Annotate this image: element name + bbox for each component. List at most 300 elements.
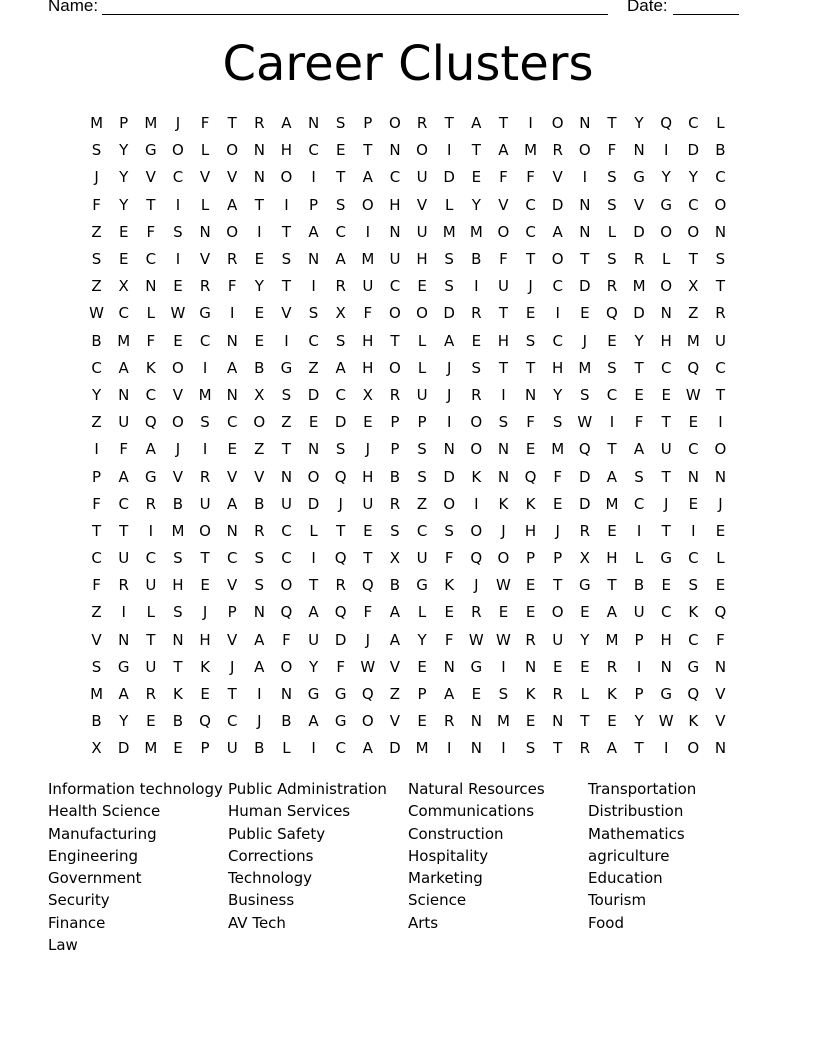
grid-letter[interactable]: Q	[687, 358, 700, 377]
grid-letter[interactable]: A	[118, 685, 129, 704]
grid-letter[interactable]: U	[118, 413, 130, 432]
grid-letter[interactable]: T	[119, 521, 129, 540]
grid-letter[interactable]: M	[496, 712, 510, 731]
grid-letter[interactable]: S	[173, 603, 183, 622]
grid-letter[interactable]: W	[468, 630, 484, 649]
grid-letter[interactable]: C	[118, 494, 129, 513]
grid-letter[interactable]: S	[91, 250, 102, 269]
grid-letter[interactable]: U	[362, 277, 374, 296]
grid-letter[interactable]: S	[498, 413, 509, 432]
grid-letter[interactable]: N	[307, 440, 320, 459]
grid-letter[interactable]: C	[688, 114, 699, 133]
grid-letter[interactable]: Z	[91, 413, 102, 432]
grid-letter[interactable]: N	[307, 114, 320, 133]
grid-letter[interactable]: M	[605, 494, 619, 513]
grid-letter[interactable]: D	[633, 222, 645, 241]
grid-letter[interactable]: N	[714, 657, 727, 676]
grid-letter[interactable]: S	[417, 440, 427, 459]
grid-letter[interactable]: D	[389, 739, 401, 758]
grid-letter[interactable]: N	[226, 385, 238, 404]
grid-letter[interactable]: E	[200, 576, 210, 595]
grid-letter[interactable]: O	[172, 141, 184, 160]
grid-letter[interactable]: Z	[416, 494, 428, 513]
grid-letter[interactable]: C	[145, 549, 157, 568]
grid-letter[interactable]: M	[361, 250, 375, 269]
grid-letter[interactable]: V	[172, 467, 184, 486]
grid-letter[interactable]: T	[607, 576, 617, 595]
grid-letter[interactable]: H	[660, 331, 672, 350]
grid-letter[interactable]: I	[636, 521, 642, 540]
grid-letter[interactable]: Z	[91, 277, 102, 296]
grid-letter[interactable]: O	[389, 304, 401, 323]
grid-letter[interactable]: I	[474, 494, 479, 513]
grid-letter[interactable]: I	[121, 603, 126, 622]
grid-letter[interactable]: B	[389, 576, 401, 595]
grid-letter[interactable]: H	[172, 576, 184, 595]
grid-letter[interactable]: K	[688, 712, 699, 731]
grid-letter[interactable]: I	[257, 685, 262, 704]
grid-letter[interactable]: E	[607, 521, 617, 540]
grid-letter[interactable]: W	[496, 576, 511, 595]
grid-letter[interactable]: G	[307, 685, 320, 704]
grid-letter[interactable]: S	[498, 685, 509, 704]
grid-letter[interactable]: V	[498, 195, 509, 214]
grid-letter[interactable]: A	[471, 114, 482, 133]
grid-letter[interactable]: T	[580, 712, 590, 731]
grid-letter[interactable]: O	[253, 413, 266, 432]
grid-letter[interactable]: R	[335, 576, 346, 595]
grid-letter[interactable]: S	[607, 358, 617, 377]
grid-letter[interactable]: E	[634, 385, 644, 404]
grid-letter[interactable]: E	[525, 576, 536, 595]
grid-letter[interactable]: L	[580, 685, 589, 704]
grid-letter[interactable]: V	[416, 195, 428, 214]
grid-letter[interactable]: P	[200, 739, 210, 758]
grid-letter[interactable]: Y	[119, 712, 129, 731]
grid-letter[interactable]: C	[660, 603, 672, 622]
grid-letter[interactable]: N	[226, 331, 238, 350]
grid-letter[interactable]: E	[552, 657, 563, 676]
grid-letter[interactable]: Q	[361, 685, 374, 704]
grid-letter[interactable]: A	[444, 685, 455, 704]
grid-letter[interactable]: O	[660, 277, 673, 296]
grid-letter[interactable]: O	[416, 304, 428, 323]
grid-letter[interactable]: O	[470, 521, 483, 540]
grid-letter[interactable]: A	[281, 114, 292, 133]
grid-letter[interactable]: U	[389, 250, 401, 269]
grid-letter[interactable]: C	[525, 195, 536, 214]
grid-letter[interactable]: O	[172, 358, 184, 377]
grid-letter[interactable]: M	[551, 440, 565, 459]
grid-letter[interactable]: R	[199, 467, 211, 486]
grid-letter[interactable]: R	[145, 685, 157, 704]
grid-letter[interactable]: T	[308, 576, 319, 595]
grid-letter[interactable]: V	[281, 304, 292, 323]
grid-letter[interactable]: I	[528, 114, 533, 133]
grid-letter[interactable]: E	[580, 603, 590, 622]
grid-letter[interactable]: T	[553, 739, 563, 758]
grid-letter[interactable]: I	[501, 385, 506, 404]
grid-letter[interactable]: T	[281, 440, 292, 459]
grid-letter[interactable]: I	[446, 141, 452, 160]
grid-letter[interactable]: Y	[91, 385, 102, 404]
grid-letter[interactable]: U	[416, 385, 428, 404]
grid-letter[interactable]: M	[198, 385, 212, 404]
grid-letter[interactable]: E	[715, 521, 726, 540]
grid-letter[interactable]: C	[660, 358, 672, 377]
grid-letter[interactable]: C	[308, 141, 319, 160]
grid-letter[interactable]: N	[280, 685, 293, 704]
grid-letter[interactable]: T	[634, 358, 644, 377]
grid-letter[interactable]: W	[685, 385, 701, 404]
grid-letter[interactable]: Q	[280, 603, 293, 622]
grid-letter[interactable]: G	[145, 141, 157, 160]
grid-letter[interactable]: T	[336, 168, 346, 187]
grid-letter[interactable]: E	[254, 331, 265, 350]
grid-letter[interactable]: I	[202, 358, 208, 377]
grid-letter[interactable]: N	[687, 467, 699, 486]
grid-letter[interactable]: O	[714, 195, 727, 214]
grid-letter[interactable]: F	[444, 549, 454, 568]
grid-letter[interactable]: F	[363, 603, 373, 622]
grid-letter[interactable]: E	[118, 222, 129, 241]
grid-letter[interactable]: D	[551, 195, 564, 214]
grid-letter[interactable]: Z	[91, 603, 102, 622]
grid-letter[interactable]: M	[144, 114, 158, 133]
grid-letter[interactable]: M	[144, 739, 158, 758]
grid-letter[interactable]: E	[498, 603, 509, 622]
grid-letter[interactable]: H	[362, 467, 374, 486]
grid-letter[interactable]: L	[716, 549, 725, 568]
grid-letter[interactable]: J	[365, 630, 371, 649]
grid-letter[interactable]: F	[92, 195, 101, 214]
grid-letter[interactable]: S	[552, 413, 563, 432]
grid-letter[interactable]: I	[663, 141, 669, 160]
grid-letter[interactable]: J	[94, 168, 99, 187]
grid-letter[interactable]: U	[308, 630, 320, 649]
grid-letter[interactable]: I	[636, 657, 642, 676]
grid-letter[interactable]: R	[606, 657, 618, 676]
grid-letter[interactable]: T	[390, 331, 400, 350]
grid-letter[interactable]: A	[606, 603, 618, 622]
grid-letter[interactable]: V	[227, 168, 238, 187]
grid-letter[interactable]: T	[363, 141, 373, 160]
grid-letter[interactable]: N	[660, 304, 672, 323]
grid-letter[interactable]: W	[360, 657, 376, 676]
grid-letter[interactable]: G	[660, 685, 672, 704]
grid-letter[interactable]: O	[551, 250, 564, 269]
grid-letter[interactable]: K	[525, 685, 536, 704]
grid-letter[interactable]: I	[365, 222, 371, 241]
grid-letter[interactable]: E	[363, 413, 373, 432]
grid-letter[interactable]: A	[362, 739, 373, 758]
grid-letter[interactable]: O	[687, 222, 700, 241]
grid-letter[interactable]: N	[226, 521, 238, 540]
grid-letter[interactable]: Z	[688, 304, 699, 323]
grid-letter[interactable]: Y	[634, 712, 644, 731]
grid-letter[interactable]: A	[362, 168, 373, 187]
grid-letter[interactable]: V	[227, 467, 238, 486]
grid-letter[interactable]: E	[525, 304, 536, 323]
grid-letter[interactable]: T	[498, 114, 509, 133]
grid-letter[interactable]: G	[199, 304, 211, 323]
grid-letter[interactable]: N	[443, 657, 455, 676]
grid-letter[interactable]: U	[416, 549, 428, 568]
grid-letter[interactable]: O	[578, 141, 591, 160]
grid-letter[interactable]: E	[200, 685, 210, 704]
grid-letter[interactable]: O	[226, 222, 239, 241]
grid-letter[interactable]: A	[254, 630, 265, 649]
grid-letter[interactable]: O	[361, 195, 374, 214]
grid-letter[interactable]: T	[281, 222, 292, 241]
grid-letter[interactable]: E	[661, 385, 671, 404]
grid-letter[interactable]: U	[416, 168, 428, 187]
grid-letter[interactable]: O	[199, 521, 211, 540]
grid-letter[interactable]: F	[634, 413, 644, 432]
grid-letter[interactable]: T	[200, 549, 210, 568]
grid-letter[interactable]: C	[335, 385, 346, 404]
grid-letter[interactable]: N	[714, 222, 727, 241]
grid-letter[interactable]: E	[417, 277, 427, 296]
grid-letter[interactable]: S	[254, 576, 265, 595]
grid-letter[interactable]: I	[311, 739, 316, 758]
grid-letter[interactable]: Y	[661, 168, 671, 187]
grid-letter[interactable]: P	[634, 685, 644, 704]
grid-letter[interactable]: A	[308, 603, 319, 622]
grid-letter[interactable]: C	[389, 168, 401, 187]
grid-letter[interactable]: O	[687, 739, 700, 758]
grid-letter[interactable]: A	[227, 358, 238, 377]
grid-letter[interactable]: R	[633, 250, 645, 269]
grid-letter[interactable]: N	[280, 467, 293, 486]
grid-letter[interactable]: I	[202, 440, 208, 459]
grid-letter[interactable]: Q	[606, 304, 618, 323]
grid-letter[interactable]: Z	[281, 413, 292, 432]
grid-letter[interactable]: Y	[471, 195, 481, 214]
grid-letter[interactable]: X	[254, 385, 265, 404]
grid-letter[interactable]: R	[389, 385, 401, 404]
grid-letter[interactable]: U	[118, 549, 130, 568]
grid-letter[interactable]: V	[633, 195, 645, 214]
grid-letter[interactable]: O	[714, 440, 727, 459]
grid-letter[interactable]: S	[444, 250, 454, 269]
grid-letter[interactable]: P	[553, 549, 563, 568]
grid-letter[interactable]: E	[417, 657, 427, 676]
grid-letter[interactable]: T	[336, 521, 346, 540]
grid-letter[interactable]: O	[280, 657, 293, 676]
grid-letter[interactable]: X	[362, 385, 373, 404]
grid-letter[interactable]: Y	[417, 630, 427, 649]
grid-letter[interactable]: H	[552, 358, 564, 377]
grid-letter[interactable]: R	[471, 304, 482, 323]
grid-letter[interactable]: G	[579, 576, 591, 595]
grid-letter[interactable]: M	[90, 685, 104, 704]
grid-letter[interactable]: A	[308, 222, 319, 241]
grid-letter[interactable]: C	[688, 630, 699, 649]
grid-letter[interactable]: E	[715, 576, 726, 595]
grid-letter[interactable]: S	[335, 114, 346, 133]
grid-letter[interactable]: F	[716, 630, 725, 649]
grid-letter[interactable]: Y	[119, 141, 129, 160]
grid-letter[interactable]: J	[582, 331, 588, 350]
grid-letter[interactable]: H	[280, 141, 293, 160]
grid-letter[interactable]: I	[446, 739, 452, 758]
grid-letter[interactable]: V	[254, 467, 265, 486]
grid-letter[interactable]: E	[118, 250, 129, 269]
grid-letter[interactable]: Y	[119, 195, 129, 214]
grid-letter[interactable]: T	[525, 250, 536, 269]
grid-letter[interactable]: L	[146, 603, 155, 622]
grid-letter[interactable]: R	[471, 385, 482, 404]
grid-letter[interactable]: E	[254, 250, 265, 269]
grid-letter[interactable]: M	[117, 331, 131, 350]
grid-letter[interactable]: Y	[308, 657, 319, 676]
grid-letter[interactable]: I	[175, 195, 181, 214]
grid-letter[interactable]: G	[470, 657, 483, 676]
grid-letter[interactable]: K	[173, 685, 183, 704]
grid-letter[interactable]: D	[633, 304, 645, 323]
grid-letter[interactable]: G	[660, 549, 672, 568]
grid-letter[interactable]: Z	[308, 358, 319, 377]
grid-letter[interactable]: J	[365, 440, 371, 459]
grid-letter[interactable]: Q	[334, 549, 347, 568]
grid-letter[interactable]: L	[282, 739, 291, 758]
grid-letter[interactable]: T	[661, 413, 671, 432]
grid-letter[interactable]: F	[92, 494, 101, 513]
grid-letter[interactable]: N	[118, 385, 130, 404]
grid-letter[interactable]: T	[471, 141, 481, 160]
grid-letter[interactable]: M	[442, 222, 456, 241]
grid-letter[interactable]: N	[172, 630, 184, 649]
grid-letter[interactable]: R	[715, 304, 726, 323]
grid-letter[interactable]: N	[389, 222, 401, 241]
grid-letter[interactable]: N	[145, 277, 157, 296]
grid-letter[interactable]: O	[497, 549, 510, 568]
grid-letter[interactable]: D	[579, 467, 591, 486]
grid-letter[interactable]: I	[718, 413, 723, 432]
grid-letter[interactable]: F	[553, 467, 562, 486]
grid-letter[interactable]: O	[497, 222, 510, 241]
grid-letter[interactable]: L	[417, 603, 427, 622]
grid-letter[interactable]: G	[145, 467, 157, 486]
grid-letter[interactable]: N	[524, 657, 537, 676]
grid-letter[interactable]: N	[579, 114, 591, 133]
grid-letter[interactable]: N	[443, 440, 455, 459]
grid-letter[interactable]: J	[257, 712, 262, 731]
grid-letter[interactable]: O	[470, 440, 483, 459]
grid-letter[interactable]: I	[311, 549, 316, 568]
grid-letter[interactable]: F	[363, 304, 373, 323]
grid-letter[interactable]: D	[443, 168, 455, 187]
grid-letter[interactable]: C	[688, 440, 699, 459]
grid-letter[interactable]: S	[173, 222, 183, 241]
grid-letter[interactable]: S	[525, 331, 536, 350]
grid-letter[interactable]: A	[118, 358, 129, 377]
grid-letter[interactable]: E	[471, 685, 482, 704]
grid-letter[interactable]: R	[254, 114, 265, 133]
grid-letter[interactable]: E	[173, 277, 183, 296]
grid-letter[interactable]: Y	[254, 277, 264, 296]
grid-letter[interactable]: E	[417, 712, 427, 731]
grid-letter[interactable]: S	[335, 440, 346, 459]
grid-letter[interactable]: E	[580, 304, 590, 323]
name-field[interactable]	[102, 0, 608, 15]
grid-letter[interactable]: E	[335, 141, 346, 160]
grid-letter[interactable]: T	[227, 114, 237, 133]
grid-letter[interactable]: P	[227, 603, 237, 622]
grid-letter[interactable]: D	[334, 630, 347, 649]
grid-letter[interactable]: E	[308, 413, 319, 432]
grid-letter[interactable]: V	[199, 168, 211, 187]
grid-letter[interactable]: X	[91, 739, 102, 758]
grid-letter[interactable]: C	[715, 358, 726, 377]
grid-letter[interactable]: A	[444, 331, 455, 350]
grid-letter[interactable]: Z	[254, 440, 265, 459]
grid-letter[interactable]: I	[446, 413, 452, 432]
grid-letter[interactable]: E	[688, 494, 699, 513]
grid-letter[interactable]: K	[688, 603, 699, 622]
grid-letter[interactable]: F	[526, 168, 535, 187]
grid-letter[interactable]: K	[145, 358, 156, 377]
grid-letter[interactable]: T	[173, 657, 183, 676]
grid-letter[interactable]: O	[389, 358, 401, 377]
grid-letter[interactable]: F	[336, 657, 345, 676]
grid-letter[interactable]: K	[525, 494, 536, 513]
grid-letter[interactable]: X	[389, 549, 401, 568]
grid-letter[interactable]: H	[606, 549, 618, 568]
grid-letter[interactable]: X	[118, 277, 129, 296]
grid-letter[interactable]: Y	[119, 168, 129, 187]
grid-letter[interactable]: X	[688, 277, 699, 296]
grid-letter[interactable]: A	[389, 603, 401, 622]
grid-letter[interactable]: O	[660, 222, 673, 241]
grid-letter[interactable]: M	[90, 114, 104, 133]
grid-letter[interactable]: A	[606, 467, 618, 486]
grid-letter[interactable]: E	[173, 331, 183, 350]
grid-letter[interactable]: C	[416, 521, 428, 540]
grid-letter[interactable]: P	[417, 685, 427, 704]
grid-letter[interactable]: U	[497, 277, 509, 296]
grid-letter[interactable]: V	[145, 168, 156, 187]
grid-letter[interactable]: P	[634, 630, 644, 649]
grid-letter[interactable]: T	[363, 549, 373, 568]
grid-letter[interactable]: I	[257, 222, 262, 241]
grid-letter[interactable]: N	[307, 250, 320, 269]
grid-letter[interactable]: B	[389, 467, 401, 486]
grid-letter[interactable]: I	[311, 277, 316, 296]
grid-letter[interactable]: U	[633, 603, 645, 622]
grid-letter[interactable]: B	[172, 712, 184, 731]
grid-letter[interactable]: S	[580, 385, 590, 404]
grid-letter[interactable]: D	[579, 277, 591, 296]
grid-letter[interactable]: C	[199, 331, 211, 350]
grid-letter[interactable]: N	[552, 712, 564, 731]
grid-letter[interactable]: C	[281, 521, 292, 540]
grid-letter[interactable]: Q	[524, 467, 537, 486]
grid-letter[interactable]: C	[552, 331, 563, 350]
grid-letter[interactable]: B	[471, 250, 482, 269]
grid-letter[interactable]: R	[552, 685, 563, 704]
grid-letter[interactable]: L	[417, 331, 427, 350]
grid-letter[interactable]: K	[471, 467, 482, 486]
grid-letter[interactable]: R	[471, 603, 482, 622]
grid-letter[interactable]: K	[607, 685, 617, 704]
grid-letter[interactable]: E	[580, 657, 590, 676]
grid-letter[interactable]: C	[715, 168, 726, 187]
grid-letter[interactable]: I	[148, 521, 154, 540]
grid-letter[interactable]: P	[526, 549, 536, 568]
grid-letter[interactable]: S	[444, 277, 454, 296]
